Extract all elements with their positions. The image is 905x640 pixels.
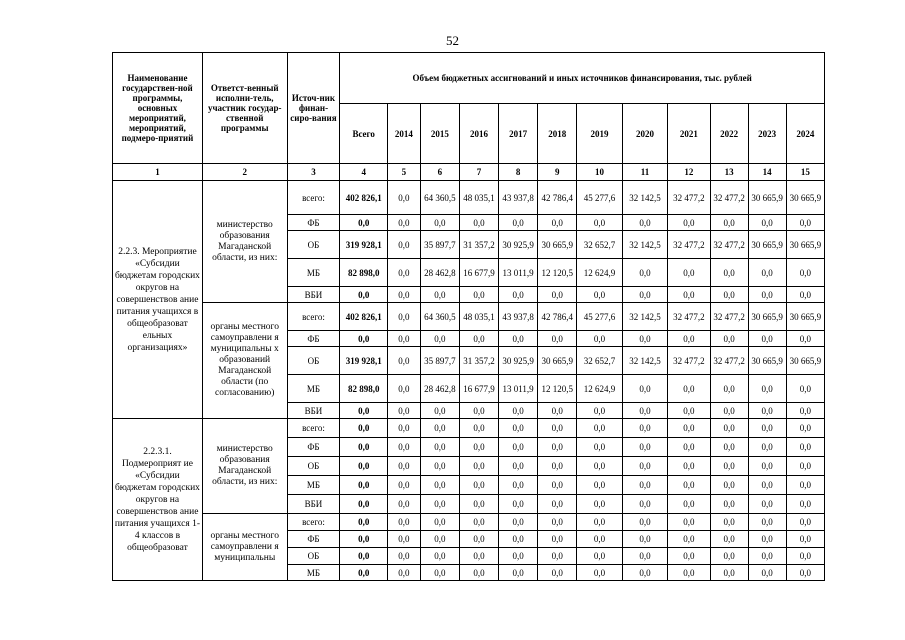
year-value: 0,0 (538, 457, 577, 476)
total-value: 319 928,1 (340, 231, 388, 259)
year-value: 0,0 (622, 403, 667, 419)
header-year: 2021 (668, 104, 710, 164)
total-value: 0,0 (340, 476, 388, 495)
year-value: 0,0 (786, 331, 824, 347)
year-value: 0,0 (499, 565, 538, 581)
funding-source: всего: (287, 419, 340, 438)
year-value: 0,0 (499, 438, 538, 457)
column-number: 14 (748, 164, 786, 181)
year-value: 0,0 (710, 403, 748, 419)
year-value: 0,0 (786, 476, 824, 495)
year-value: 0,0 (499, 476, 538, 495)
year-value: 42 786,4 (538, 181, 577, 215)
column-number: 4 (340, 164, 388, 181)
year-value: 0,0 (387, 531, 420, 548)
year-value: 0,0 (668, 331, 710, 347)
year-value: 0,0 (387, 287, 420, 303)
year-value: 32 477,2 (668, 347, 710, 375)
year-value: 0,0 (499, 331, 538, 347)
total-value: 0,0 (340, 514, 388, 531)
year-value: 0,0 (538, 438, 577, 457)
year-value: 30 665,9 (786, 181, 824, 215)
year-value: 43 937,8 (499, 303, 538, 331)
year-value: 0,0 (420, 531, 459, 548)
year-value: 0,0 (459, 287, 498, 303)
executor-name: органы местного самоуправлени я муниципальны х образований Магаданской области (по согласованию) (202, 303, 287, 419)
year-value: 0,0 (622, 331, 667, 347)
header-year: 2014 (387, 104, 420, 164)
funding-source: всего: (287, 514, 340, 531)
funding-source: всего: (287, 303, 340, 331)
year-value: 0,0 (538, 215, 577, 231)
year-value: 0,0 (710, 495, 748, 514)
total-value: 0,0 (340, 215, 388, 231)
table-row (113, 181, 825, 215)
year-value: 0,0 (538, 331, 577, 347)
year-value: 0,0 (786, 287, 824, 303)
funding-source: ВБИ (287, 403, 340, 419)
year-value: 0,0 (786, 215, 824, 231)
column-number: 2 (202, 164, 287, 181)
year-value: 0,0 (387, 215, 420, 231)
year-value: 42 786,4 (538, 303, 577, 331)
year-value: 0,0 (710, 476, 748, 495)
budget-table (112, 52, 825, 581)
year-value: 0,0 (459, 531, 498, 548)
year-value: 0,0 (459, 331, 498, 347)
year-value: 0,0 (748, 259, 786, 287)
year-value: 0,0 (622, 548, 667, 565)
header-year: 2019 (577, 104, 622, 164)
year-value: 0,0 (710, 375, 748, 403)
year-value: 13 011,9 (499, 259, 538, 287)
table-row (113, 514, 825, 531)
header-executor: Ответст-венный исполни-тель, участник государ-ственной программы (202, 53, 287, 164)
year-value: 0,0 (459, 548, 498, 565)
year-value: 0,0 (420, 419, 459, 438)
year-value: 0,0 (499, 215, 538, 231)
year-value: 0,0 (499, 514, 538, 531)
year-value: 0,0 (748, 419, 786, 438)
year-value: 0,0 (710, 565, 748, 581)
year-value: 0,0 (538, 514, 577, 531)
year-value: 0,0 (668, 565, 710, 581)
year-value: 32 142,5 (622, 231, 667, 259)
year-value: 0,0 (420, 215, 459, 231)
year-value: 0,0 (622, 476, 667, 495)
year-value: 0,0 (577, 565, 622, 581)
year-value: 0,0 (387, 259, 420, 287)
year-value: 0,0 (538, 419, 577, 438)
year-value: 0,0 (710, 287, 748, 303)
year-value: 0,0 (459, 419, 498, 438)
year-value: 0,0 (577, 287, 622, 303)
year-value: 0,0 (387, 548, 420, 565)
year-value: 0,0 (538, 476, 577, 495)
year-value: 0,0 (668, 495, 710, 514)
header-year: 2023 (748, 104, 786, 164)
year-value: 0,0 (668, 531, 710, 548)
year-value: 64 360,5 (420, 181, 459, 215)
funding-source: ФБ (287, 331, 340, 347)
column-number: 15 (786, 164, 824, 181)
year-value: 0,0 (668, 403, 710, 419)
year-value: 0,0 (786, 457, 824, 476)
year-value: 0,0 (459, 476, 498, 495)
year-value: 0,0 (577, 514, 622, 531)
funding-source: ВБИ (287, 287, 340, 303)
year-value: 30 665,9 (786, 347, 824, 375)
total-value: 0,0 (340, 531, 388, 548)
year-value: 0,0 (577, 548, 622, 565)
year-value: 0,0 (622, 259, 667, 287)
year-value: 30 665,9 (786, 231, 824, 259)
year-value: 0,0 (748, 331, 786, 347)
total-value: 0,0 (340, 565, 388, 581)
year-value: 32 142,5 (622, 347, 667, 375)
year-value: 32 142,5 (622, 181, 667, 215)
header-year: 2020 (622, 104, 667, 164)
year-value: 0,0 (786, 375, 824, 403)
total-value: 0,0 (340, 548, 388, 565)
year-value: 0,0 (748, 403, 786, 419)
funding-source: МБ (287, 375, 340, 403)
year-value: 31 357,2 (459, 231, 498, 259)
year-value: 0,0 (748, 495, 786, 514)
year-value: 0,0 (577, 215, 622, 231)
table-body (113, 181, 825, 581)
year-value: 0,0 (499, 495, 538, 514)
year-value: 0,0 (786, 403, 824, 419)
total-value: 0,0 (340, 287, 388, 303)
year-value: 0,0 (710, 438, 748, 457)
year-value: 28 462,8 (420, 375, 459, 403)
year-value: 0,0 (786, 259, 824, 287)
year-value: 45 277,6 (577, 303, 622, 331)
year-value: 0,0 (622, 514, 667, 531)
year-value: 64 360,5 (420, 303, 459, 331)
year-value: 0,0 (748, 287, 786, 303)
header-year: 2018 (538, 104, 577, 164)
year-value: 0,0 (748, 438, 786, 457)
year-value: 35 897,7 (420, 347, 459, 375)
year-value: 0,0 (622, 419, 667, 438)
year-value: 0,0 (420, 565, 459, 581)
year-value: 0,0 (538, 531, 577, 548)
year-value: 0,0 (577, 476, 622, 495)
year-value: 0,0 (577, 419, 622, 438)
year-value: 0,0 (786, 531, 824, 548)
table-row (113, 419, 825, 438)
year-value: 0,0 (577, 495, 622, 514)
year-value: 0,0 (538, 287, 577, 303)
year-value: 0,0 (459, 514, 498, 531)
year-value: 0,0 (748, 531, 786, 548)
year-value: 35 897,7 (420, 231, 459, 259)
year-value: 0,0 (577, 438, 622, 457)
year-value: 0,0 (420, 476, 459, 495)
year-value: 30 665,9 (748, 181, 786, 215)
column-number: 5 (387, 164, 420, 181)
program-name: 2.2.3. Мероприятие «Субсидии бюджетам городских округов на совершенствов ание питания учащихся в общеобразоват ельных организациях» (113, 181, 203, 419)
year-value: 28 462,8 (420, 259, 459, 287)
year-value: 0,0 (387, 476, 420, 495)
year-value: 0,0 (387, 231, 420, 259)
year-value: 0,0 (387, 331, 420, 347)
year-value: 0,0 (577, 331, 622, 347)
funding-source: всего: (287, 181, 340, 215)
year-value: 0,0 (387, 375, 420, 403)
year-value: 0,0 (420, 287, 459, 303)
year-value: 48 035,1 (459, 181, 498, 215)
year-value: 30 665,9 (748, 231, 786, 259)
year-value: 0,0 (622, 565, 667, 581)
column-number: 11 (622, 164, 667, 181)
funding-source: МБ (287, 476, 340, 495)
funding-source: МБ (287, 565, 340, 581)
year-value: 0,0 (710, 215, 748, 231)
column-number: 3 (287, 164, 340, 181)
year-value: 0,0 (577, 531, 622, 548)
year-value: 0,0 (459, 403, 498, 419)
year-value: 0,0 (668, 215, 710, 231)
column-number: 10 (577, 164, 622, 181)
year-value: 0,0 (387, 419, 420, 438)
header-volume: Объем бюджетных ассигнований и иных источников финансирования, тыс. рублей (340, 53, 825, 104)
year-value: 0,0 (387, 403, 420, 419)
year-value: 0,0 (499, 403, 538, 419)
year-value: 0,0 (748, 375, 786, 403)
year-value: 0,0 (420, 514, 459, 531)
year-value: 0,0 (668, 476, 710, 495)
year-value: 0,0 (459, 457, 498, 476)
year-value: 0,0 (387, 495, 420, 514)
funding-source: ФБ (287, 215, 340, 231)
year-value: 0,0 (622, 438, 667, 457)
year-value: 0,0 (577, 403, 622, 419)
year-value: 0,0 (622, 287, 667, 303)
year-value: 30 925,9 (499, 231, 538, 259)
column-number: 6 (420, 164, 459, 181)
column-number: 13 (710, 164, 748, 181)
year-value: 0,0 (748, 476, 786, 495)
total-value: 0,0 (340, 457, 388, 476)
funding-source: ВБИ (287, 495, 340, 514)
year-value: 16 677,9 (459, 375, 498, 403)
year-value: 0,0 (668, 419, 710, 438)
year-value: 0,0 (459, 565, 498, 581)
column-number: 7 (459, 164, 498, 181)
year-value: 0,0 (748, 457, 786, 476)
total-value: 319 928,1 (340, 347, 388, 375)
year-value: 0,0 (668, 548, 710, 565)
year-value: 0,0 (748, 514, 786, 531)
year-value: 0,0 (748, 565, 786, 581)
funding-source: ОБ (287, 347, 340, 375)
year-value: 31 357,2 (459, 347, 498, 375)
year-value: 0,0 (499, 531, 538, 548)
year-value: 0,0 (622, 531, 667, 548)
year-value: 0,0 (538, 403, 577, 419)
year-value: 0,0 (459, 438, 498, 457)
year-value: 48 035,1 (459, 303, 498, 331)
year-value: 0,0 (710, 548, 748, 565)
year-value: 0,0 (387, 303, 420, 331)
year-value: 0,0 (622, 375, 667, 403)
header-year: 2015 (420, 104, 459, 164)
year-value: 0,0 (387, 457, 420, 476)
year-value: 32 477,2 (710, 231, 748, 259)
year-value: 32 142,5 (622, 303, 667, 331)
year-value: 30 665,9 (538, 231, 577, 259)
year-value: 12 120,5 (538, 375, 577, 403)
year-value: 0,0 (710, 259, 748, 287)
year-value: 0,0 (668, 514, 710, 531)
column-number: 1 (113, 164, 203, 181)
funding-source: ФБ (287, 531, 340, 548)
header-year: 2024 (786, 104, 824, 164)
year-value: 30 925,9 (499, 347, 538, 375)
year-value: 0,0 (387, 347, 420, 375)
year-value: 0,0 (710, 331, 748, 347)
year-value: 32 652,7 (577, 347, 622, 375)
year-value: 0,0 (786, 565, 824, 581)
year-value: 12 624,9 (577, 259, 622, 287)
year-value: 32 477,2 (668, 181, 710, 215)
total-value: 0,0 (340, 438, 388, 457)
year-value: 0,0 (710, 419, 748, 438)
total-value: 82 898,0 (340, 259, 388, 287)
year-value: 0,0 (622, 215, 667, 231)
header-year: 2017 (499, 104, 538, 164)
year-value: 30 665,9 (786, 303, 824, 331)
year-value: 32 477,2 (668, 231, 710, 259)
funding-source: МБ (287, 259, 340, 287)
header-year: 2016 (459, 104, 498, 164)
total-value: 402 826,1 (340, 181, 388, 215)
year-value: 0,0 (387, 514, 420, 531)
year-value: 0,0 (786, 514, 824, 531)
year-value: 43 937,8 (499, 181, 538, 215)
header-year: 2022 (710, 104, 748, 164)
year-value: 0,0 (459, 215, 498, 231)
funding-source: ФБ (287, 438, 340, 457)
executor-name: министерство образования Магаданской области, из них: (202, 419, 287, 514)
funding-source: ОБ (287, 548, 340, 565)
funding-source: ОБ (287, 231, 340, 259)
year-value: 0,0 (387, 438, 420, 457)
year-value: 0,0 (459, 495, 498, 514)
year-value: 0,0 (538, 548, 577, 565)
year-value: 0,0 (420, 438, 459, 457)
year-value: 32 652,7 (577, 231, 622, 259)
total-value: 402 826,1 (340, 303, 388, 331)
year-value: 0,0 (622, 457, 667, 476)
year-value: 30 665,9 (538, 347, 577, 375)
year-value: 0,0 (420, 495, 459, 514)
year-value: 0,0 (668, 457, 710, 476)
executor-name: министерство образования Магаданской области, из них: (202, 181, 287, 303)
header-source: Источ-ник финан-сиро-вания (287, 53, 340, 164)
year-value: 0,0 (748, 215, 786, 231)
column-number: 12 (668, 164, 710, 181)
funding-source: ОБ (287, 457, 340, 476)
year-value: 0,0 (710, 531, 748, 548)
header-total: Всего (340, 104, 388, 164)
year-value: 0,0 (538, 565, 577, 581)
year-value: 45 277,6 (577, 181, 622, 215)
year-value: 0,0 (668, 438, 710, 457)
year-value: 0,0 (748, 548, 786, 565)
year-value: 32 477,2 (668, 303, 710, 331)
year-value: 13 011,9 (499, 375, 538, 403)
year-value: 0,0 (420, 548, 459, 565)
year-value: 12 120,5 (538, 259, 577, 287)
executor-name: органы местного самоуправлени я муниципальны (202, 514, 287, 581)
column-number: 9 (538, 164, 577, 181)
year-value: 0,0 (668, 375, 710, 403)
total-value: 0,0 (340, 419, 388, 438)
year-value: 0,0 (710, 457, 748, 476)
year-value: 32 477,2 (710, 303, 748, 331)
year-value: 0,0 (710, 514, 748, 531)
year-value: 0,0 (786, 495, 824, 514)
table-row (113, 303, 825, 331)
year-value: 0,0 (786, 438, 824, 457)
year-value: 0,0 (499, 419, 538, 438)
header-program: Наименование государствен-ной программы, основных мероприятий, мероприятий, подмеро-приятий (113, 53, 203, 164)
year-value: 0,0 (387, 565, 420, 581)
total-value: 0,0 (340, 331, 388, 347)
year-value: 0,0 (786, 548, 824, 565)
total-value: 0,0 (340, 403, 388, 419)
year-value: 12 624,9 (577, 375, 622, 403)
year-value: 0,0 (499, 287, 538, 303)
year-value: 0,0 (499, 457, 538, 476)
year-value: 0,0 (622, 495, 667, 514)
year-value: 0,0 (538, 495, 577, 514)
page-number: 52 (446, 33, 459, 48)
year-value: 0,0 (577, 457, 622, 476)
year-value: 32 477,2 (710, 347, 748, 375)
year-value: 32 477,2 (710, 181, 748, 215)
year-value: 0,0 (420, 457, 459, 476)
year-value: 0,0 (420, 331, 459, 347)
year-value: 30 665,9 (748, 347, 786, 375)
program-name: 2.2.3.1. Подмероприят ие «Субсидии бюджетам городских округов на совершенствов ание питания учащихся 1-4 классов в общеобразоват (113, 419, 203, 581)
total-value: 0,0 (340, 495, 388, 514)
year-value: 0,0 (387, 181, 420, 215)
year-value: 0,0 (786, 419, 824, 438)
year-value: 16 677,9 (459, 259, 498, 287)
year-value: 0,0 (499, 548, 538, 565)
year-value: 30 665,9 (748, 303, 786, 331)
column-number-row (113, 164, 825, 181)
total-value: 82 898,0 (340, 375, 388, 403)
year-value: 0,0 (420, 403, 459, 419)
year-value: 0,0 (668, 287, 710, 303)
column-number: 8 (499, 164, 538, 181)
year-value: 0,0 (668, 259, 710, 287)
